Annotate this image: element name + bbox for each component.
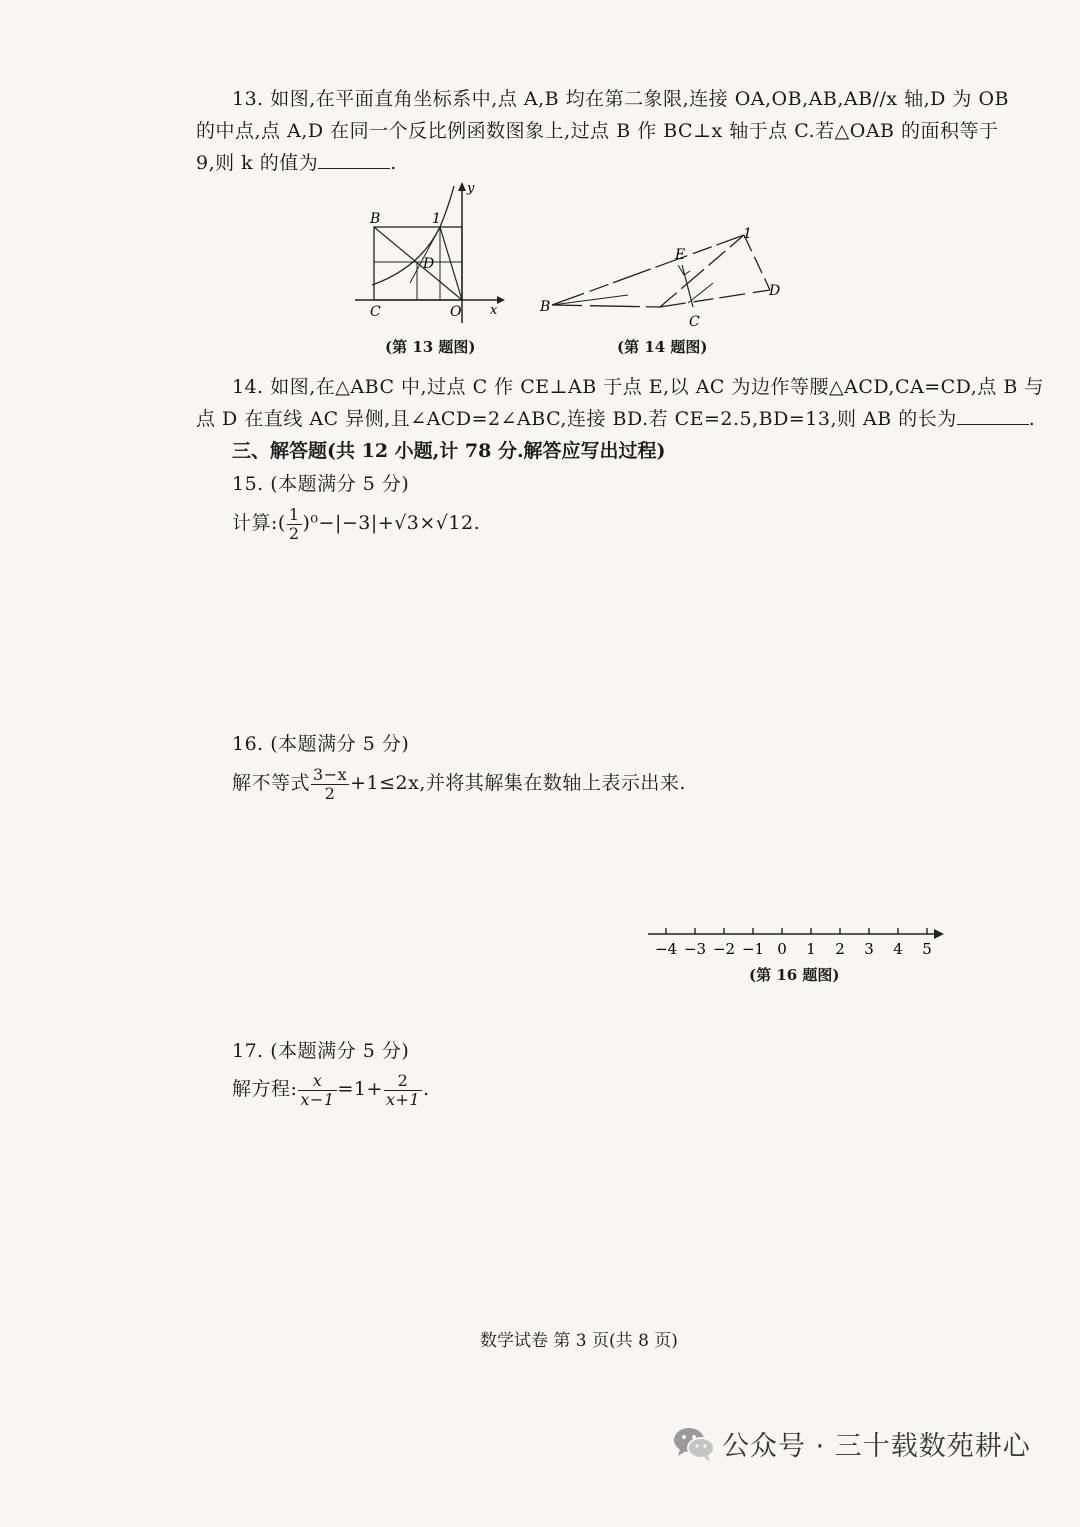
q17-header: 17. (本题满分 5 分): [232, 1040, 410, 1062]
q13-answer-blank: [318, 150, 390, 169]
fig13-x-arrow: [497, 296, 505, 304]
number-line-label: 5: [922, 940, 932, 958]
fig13-label-y: y: [467, 181, 475, 196]
q16-header: 16. (本题满分 5 分): [232, 733, 410, 755]
q17-fraction-1: [298, 1072, 336, 1108]
fig14-label-a: 1: [743, 226, 752, 242]
q17-fraction-2: [384, 1072, 422, 1108]
q13-line-2: 的中点,点 A,D 在同一个反比例函数图象上,过点 B 作 BC⊥x 轴于点 C.若△OAB 的面积等于: [196, 120, 999, 142]
fig14-caption: (第 14 题图): [617, 338, 708, 356]
fig13-label-a: 1: [432, 211, 441, 227]
fig13-label-o: O: [450, 304, 462, 320]
number-line-label: 4: [893, 940, 903, 958]
fig14-segment-ba: [552, 235, 744, 305]
q17-expression: [232, 1072, 430, 1108]
fig14-label-c: C: [689, 314, 700, 330]
fig13-y-arrow: [458, 182, 466, 191]
fig13-label-x: x: [490, 303, 498, 318]
q16-fraction: [311, 766, 349, 802]
q15-rest: )⁰−|−3|+√3×√12.: [302, 512, 481, 535]
fig13-caption: (第 13 题图): [385, 338, 476, 356]
number-line-label: −2: [712, 940, 736, 958]
q17-frac2-num: 2: [384, 1072, 422, 1091]
number-line-ticks: [655, 928, 932, 958]
number-line-label: −1: [741, 940, 765, 958]
q15-header: 15. (本题满分 5 分): [232, 473, 410, 495]
q14-answer-blank: [957, 406, 1029, 425]
fig14-label-b: B: [540, 299, 551, 315]
figure-16-number-line: [640, 918, 950, 962]
q13-line-3: [196, 148, 397, 175]
fig14-label-e: E: [675, 247, 686, 263]
q16-rest: +1≤2x,并将其解集在数轴上表示出来.: [350, 772, 686, 795]
number-line-label: 0: [777, 940, 787, 958]
q15-frac-num: 1: [288, 505, 300, 524]
fig14-segment-bc: [552, 305, 660, 307]
q13-line-3-end: .: [390, 152, 397, 174]
q13-line-1: 13. 如图,在平面直角坐标系中,点 A,B 均在第二象限,连接 OA,OB,AB,AB//x 轴,D 为 OB: [232, 88, 1009, 110]
q15-fraction: [287, 506, 302, 542]
fig16-caption: (第 16 题图): [749, 966, 840, 984]
fig14-segment-ad: [744, 235, 770, 290]
watermark-text: 公众号 · 三十载数苑耕心: [722, 1431, 1031, 1462]
q16-frac-den: 2: [324, 783, 336, 803]
wechat-icon: [672, 1425, 716, 1463]
fig13-label-c: C: [370, 304, 381, 320]
fig14-segment-bd: [552, 295, 628, 305]
q17-middle: =1+: [337, 1078, 383, 1101]
q17-end: .: [423, 1078, 430, 1101]
q16-expression: [232, 766, 686, 802]
number-line-label: −4: [654, 940, 678, 958]
figure-13: [350, 178, 510, 328]
q15-frac-den: 2: [288, 523, 300, 543]
fig13-label-b: B: [370, 211, 381, 227]
q14-line-2: [196, 404, 1035, 431]
number-line-label: 3: [864, 940, 874, 958]
q13-line-3-text: 9,则 k 的值为: [196, 152, 319, 174]
q14-line-2-end: .: [1028, 408, 1036, 430]
fig13-segment-ob: [374, 227, 462, 300]
q15-expression: [232, 506, 480, 542]
fig13-segment-oa: [440, 227, 462, 300]
page-footer: 数学试卷 第 3 页(共 8 页): [480, 1331, 678, 1351]
number-line-arrow: [934, 929, 944, 939]
number-line-label: −3: [683, 940, 707, 958]
q16-prefix: 解不等式: [232, 772, 311, 795]
section-3-heading: 三、解答题(共 12 小题,计 78 分.解答应写出过程): [232, 440, 666, 462]
q14-line-1: 14. 如图,在△ABC 中,过点 C 作 CE⊥AB 于点 E,以 AC 为边作等腰△ACD,CA=CD,点 B 与: [232, 376, 1044, 398]
watermark: [672, 1424, 1031, 1463]
q17-frac1-den: x−1: [300, 1089, 335, 1109]
fig14-label-d: D: [769, 283, 781, 299]
fig13-label-d: D: [423, 256, 435, 272]
q17-frac1-num: x: [298, 1072, 336, 1091]
figure-14: [538, 225, 788, 333]
q15-prefix: 计算:(: [232, 512, 286, 535]
q17-frac2-den: x+1: [385, 1089, 421, 1109]
number-line-label: 2: [835, 940, 845, 958]
q17-prefix: 解方程:: [232, 1078, 298, 1101]
number-line-label: 1: [806, 940, 816, 958]
q16-frac-num: 3−x: [313, 765, 348, 784]
q14-line-2-text: 点 D 在直线 AC 异侧,且∠ACD=2∠ABC,连接 BD.若 CE=2.5,BD=13,则 AB 的长为: [196, 408, 957, 430]
